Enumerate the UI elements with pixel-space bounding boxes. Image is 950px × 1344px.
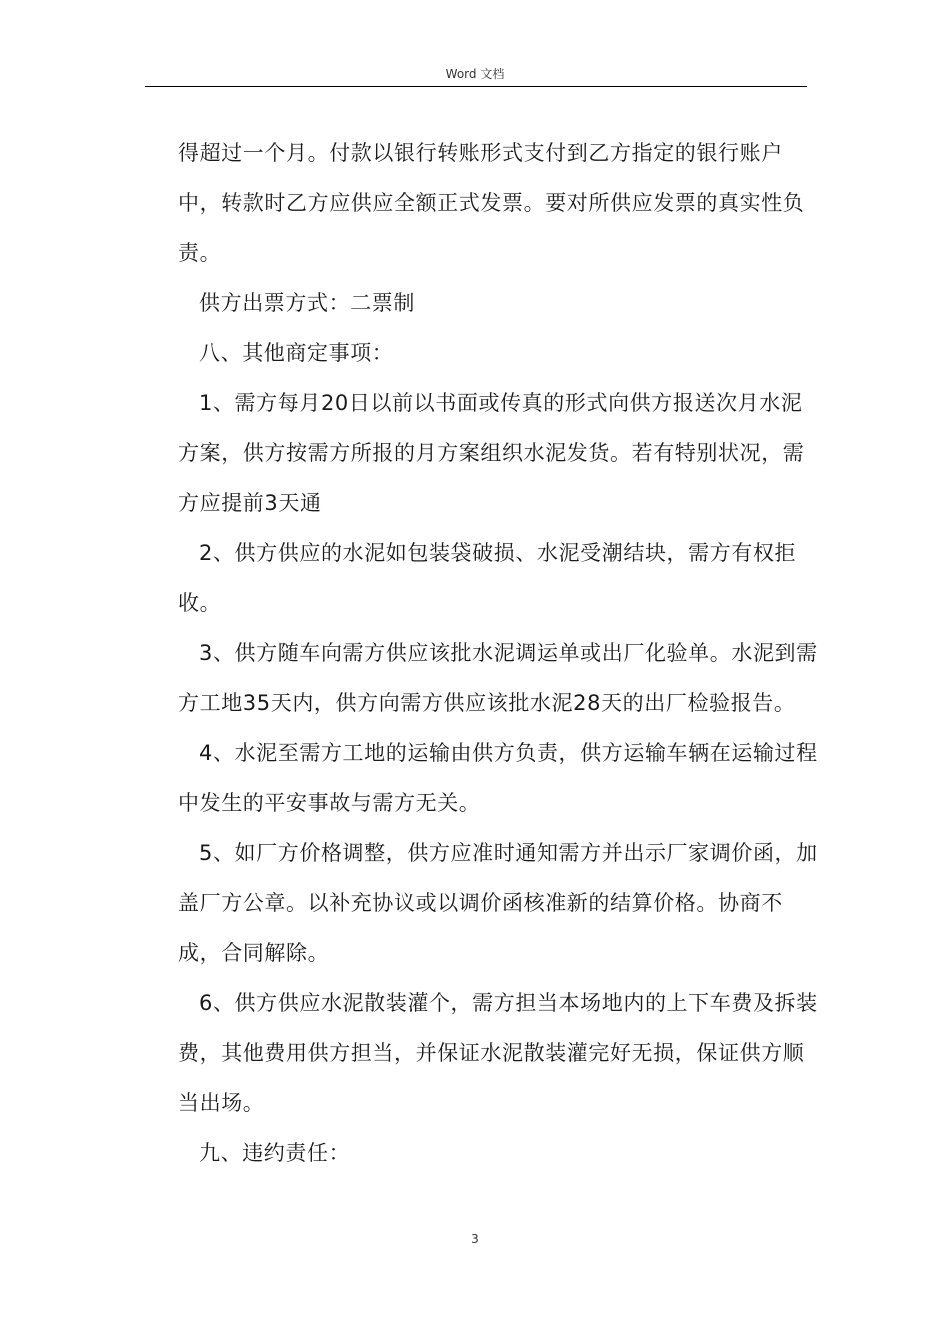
- list-item-3: 3、供方随车向需方供应该批水泥调运单或出厂化验单。水泥到需方工地35天内，供方向需方供应该批水泥28天的出厂检验报告。: [178, 641, 818, 715]
- paragraph-invoice-method: 供方出票方式：二票制: [199, 291, 415, 315]
- section-heading-other-matters: 八、其他商定事项：: [199, 341, 394, 365]
- list-item-6: 6、供方供应水泥散装灌个，需方担当本场地内的上下车费及拆装费，其他费用供方担当，并保证水泥散装灌完好无损，保证供方顺当出场。: [178, 991, 818, 1115]
- list-item-5: 5、如厂方价格调整，供方应准时通知需方并出示厂家调价函，加盖厂方公章。以补充协议或以调价函核准新的结算价格。协商不成，合同解除。: [178, 841, 818, 965]
- page-number: 3: [471, 1232, 479, 1246]
- document-body: [178, 128, 818, 1178]
- list-item-2: 2、供方供应的水泥如包装袋破损、水泥受潮结块，需方有权拒收。: [178, 541, 797, 615]
- paragraph-payment-terms: 得超过一个月。付款以银行转账形式支付到乙方指定的银行账户中，转款时乙方应供应全额正式发票。要对所供应发票的真实性负责。: [178, 141, 805, 265]
- page-header: Word 文档: [445, 67, 505, 81]
- list-item-4: 4、水泥至需方工地的运输由供方负责，供方运输车辆在运输过程中发生的平安事故与需方无关。: [178, 741, 818, 815]
- list-item-1: 1、需方每月20日以前以书面或传真的形式向供方报送次月水泥方案，供方按需方所报的月方案组织水泥发货。若有特别状况，需方应提前3天通: [178, 391, 805, 515]
- section-heading-liability: 九、违约责任：: [199, 1141, 351, 1165]
- header-divider: [145, 86, 807, 87]
